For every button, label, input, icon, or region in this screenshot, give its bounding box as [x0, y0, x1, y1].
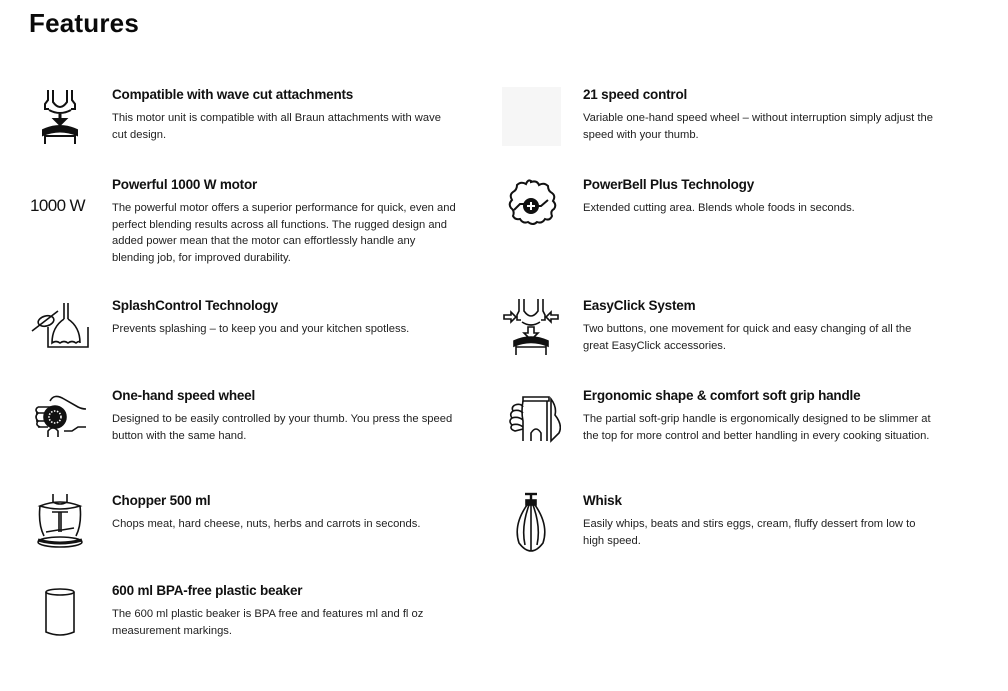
power-label: 1000 W [30, 196, 85, 215]
feature-title: Chopper 500 ml [112, 493, 211, 508]
ergonomic-grip-icon [501, 387, 561, 447]
feature-description: This motor unit is compatible with all Braun attachments with wave cut design. [112, 112, 441, 141]
feature-description: Easily whips, beats and stirs eggs, cream, fluffy dessert from low to high speed. [583, 518, 916, 547]
page-title: Features [29, 8, 139, 38]
feature-title: Powerful 1000 W motor [112, 177, 258, 192]
feature-description: The 600 ml plastic beaker is BPA free and features ml and fl oz measurement markings. [112, 608, 424, 637]
feature-title: Compatible with wave cut attachments [112, 87, 354, 102]
feature-description: The partial soft-grip handle is ergonomically designed to be slimmer at the top for more control and better handling in every cooking situation. [583, 413, 931, 442]
feature-title: 600 ml BPA-free plastic beaker [112, 583, 303, 598]
speed-control-placeholder-icon [501, 86, 561, 146]
feature-title: 21 speed control [583, 87, 688, 102]
feature-title: Ergonomic shape & comfort soft grip handle [583, 388, 861, 403]
feature-description: Variable one-hand speed wheel – without interruption simply adjust the speed with your thumb. [583, 112, 933, 141]
chopper-icon [30, 492, 90, 552]
whisk-icon [501, 492, 561, 552]
feature-title: Whisk [583, 493, 622, 508]
feature-description: Prevents splashing – to keep you and your kitchen spotless. [112, 323, 410, 335]
feature-title: EasyClick System [583, 298, 696, 313]
feature-description: Designed to be easily controlled by your thumb. You press the speed button with the same hand. [112, 413, 453, 442]
feature-title: One-hand speed wheel [112, 388, 256, 403]
feature-description: Chops meat, hard cheese, nuts, herbs and carrots in seconds. [112, 518, 421, 530]
beaker-icon [30, 582, 90, 642]
feature-title: SplashControl Technology [112, 298, 278, 313]
powerbell-icon [501, 176, 561, 236]
hand-speed-wheel-icon [30, 387, 90, 447]
feature-title: PowerBell Plus Technology [583, 177, 755, 192]
feature-description: Extended cutting area. Blends whole foods in seconds. [583, 202, 855, 214]
feature-description: The powerful motor offers a superior performance for quick, even and perfect blending results across all functions. The rugged design and added power mean that the motor can effortlessly handle any blending job, for improved durability. [112, 202, 456, 264]
power-text-icon [30, 176, 90, 236]
easyclick-icon [501, 297, 561, 357]
wave-cut-attachment-icon [30, 86, 90, 146]
feature-description: Two buttons, one movement for quick and easy changing of all the great EasyClick accessories. [583, 323, 912, 352]
splash-control-icon [30, 297, 90, 357]
